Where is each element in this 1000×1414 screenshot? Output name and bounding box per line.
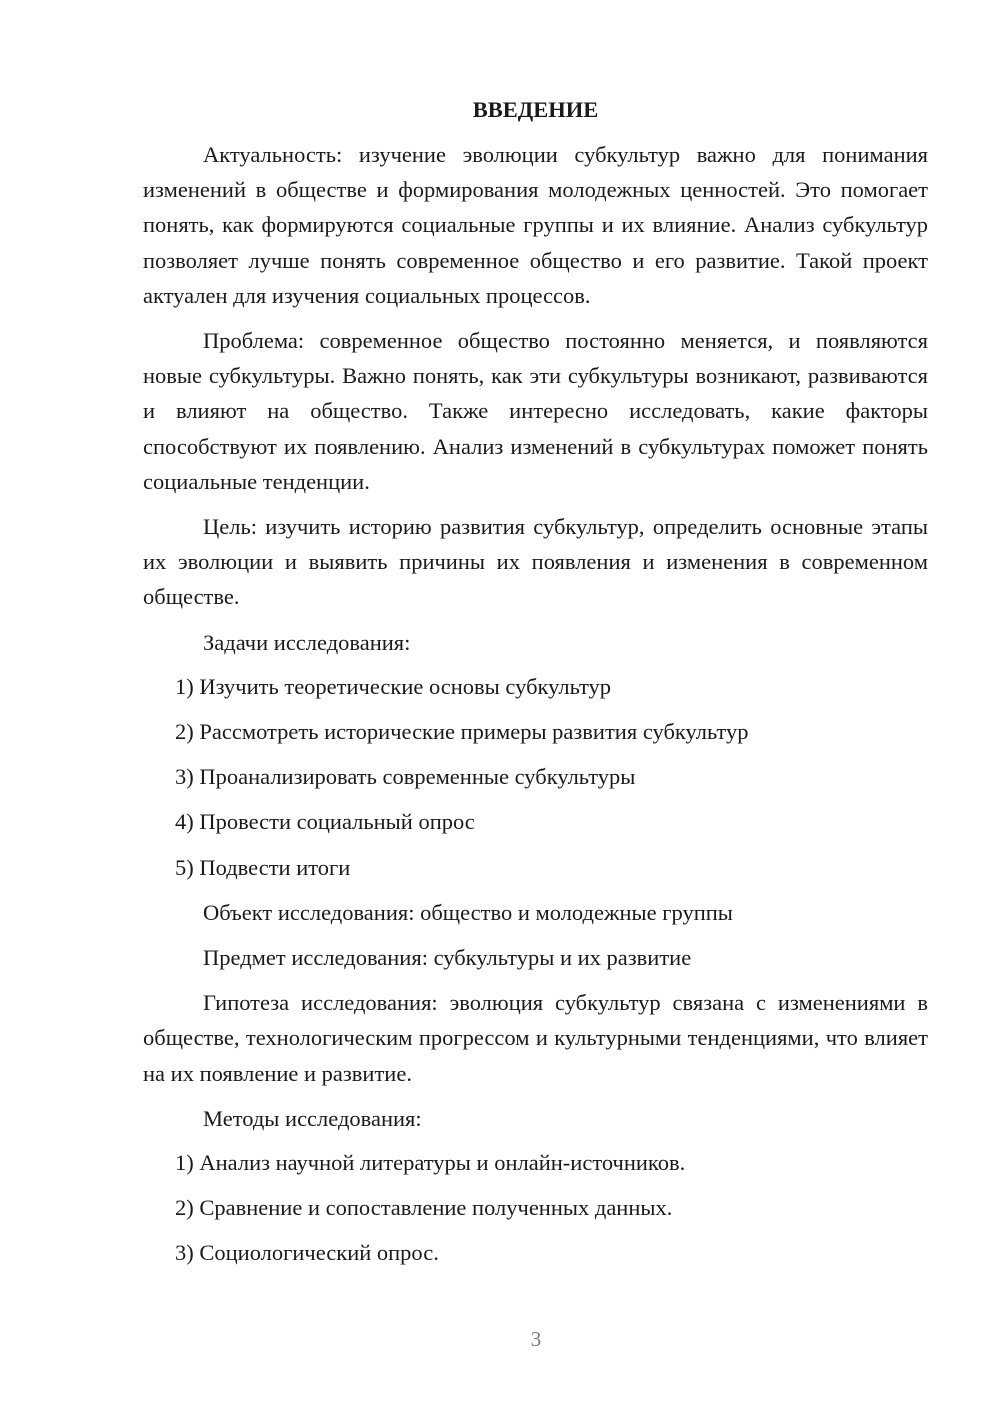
subject-line: Предмет исследования: субкультуры и их развитие	[203, 945, 692, 971]
list-item: 3) Проанализировать современные субкультуры	[175, 764, 636, 790]
list-item: 5) Подвести итоги	[175, 854, 351, 880]
list-item: 1) Анализ научной литературы и онлайн-источников.	[175, 1150, 686, 1176]
methods-list	[143, 1145, 928, 1271]
methods-heading: Методы исследования:	[203, 1105, 422, 1131]
list-item: 4) Провести социальный опрос	[175, 809, 475, 835]
object-line: Объект исследования: общество и молодежные группы	[203, 899, 733, 925]
goal-paragraph: Цель: изучить историю развития субкультур, определить основные этапы их эволюции и выявить причины их появления и изменения в современном обществе.	[143, 514, 928, 610]
page-number: 3	[530, 1327, 542, 1351]
list-item: 1) Изучить теоретические основы субкультур	[175, 673, 612, 699]
relevance-paragraph: Актуальность: изучение эволюции субкультур важно для понимания изменений в обществе и формирования молодежных ценностей. Это помогает понять, как формируются социальные группы и их влияние. Анализ субкультур позволяет лучше понять современное общество и его развитие. Такой проект актуален для изучения социальных процессов.	[143, 142, 928, 308]
problem-paragraph: Проблема: современное общество постоянно меняется, и появляются новые субкультуры. Важно понять, как эти субкультуры возникают, развиваются и влияют на общество. Также интересно исследовать, какие факторы способствуют их появлению. Анализ изменений в субкультурах поможет понять социальные тенденции.	[143, 328, 928, 494]
document-page	[143, 92, 928, 1271]
list-item: 3) Социологический опрос.	[175, 1240, 439, 1266]
tasks-list	[143, 669, 928, 885]
tasks-heading: Задачи исследования:	[203, 629, 411, 655]
hypothesis-paragraph: Гипотеза исследования: эволюция субкультур связана с изменениями в обществе, технологическим прогрессом и культурными тенденциями, что влияет на их появление и развитие.	[143, 990, 928, 1086]
list-item: 2) Рассмотреть исторические примеры развития субкультур	[175, 719, 749, 745]
section-title: ВВЕДЕНИЕ	[472, 97, 599, 122]
list-item: 2) Сравнение и сопоставление полученных данных.	[175, 1195, 673, 1221]
